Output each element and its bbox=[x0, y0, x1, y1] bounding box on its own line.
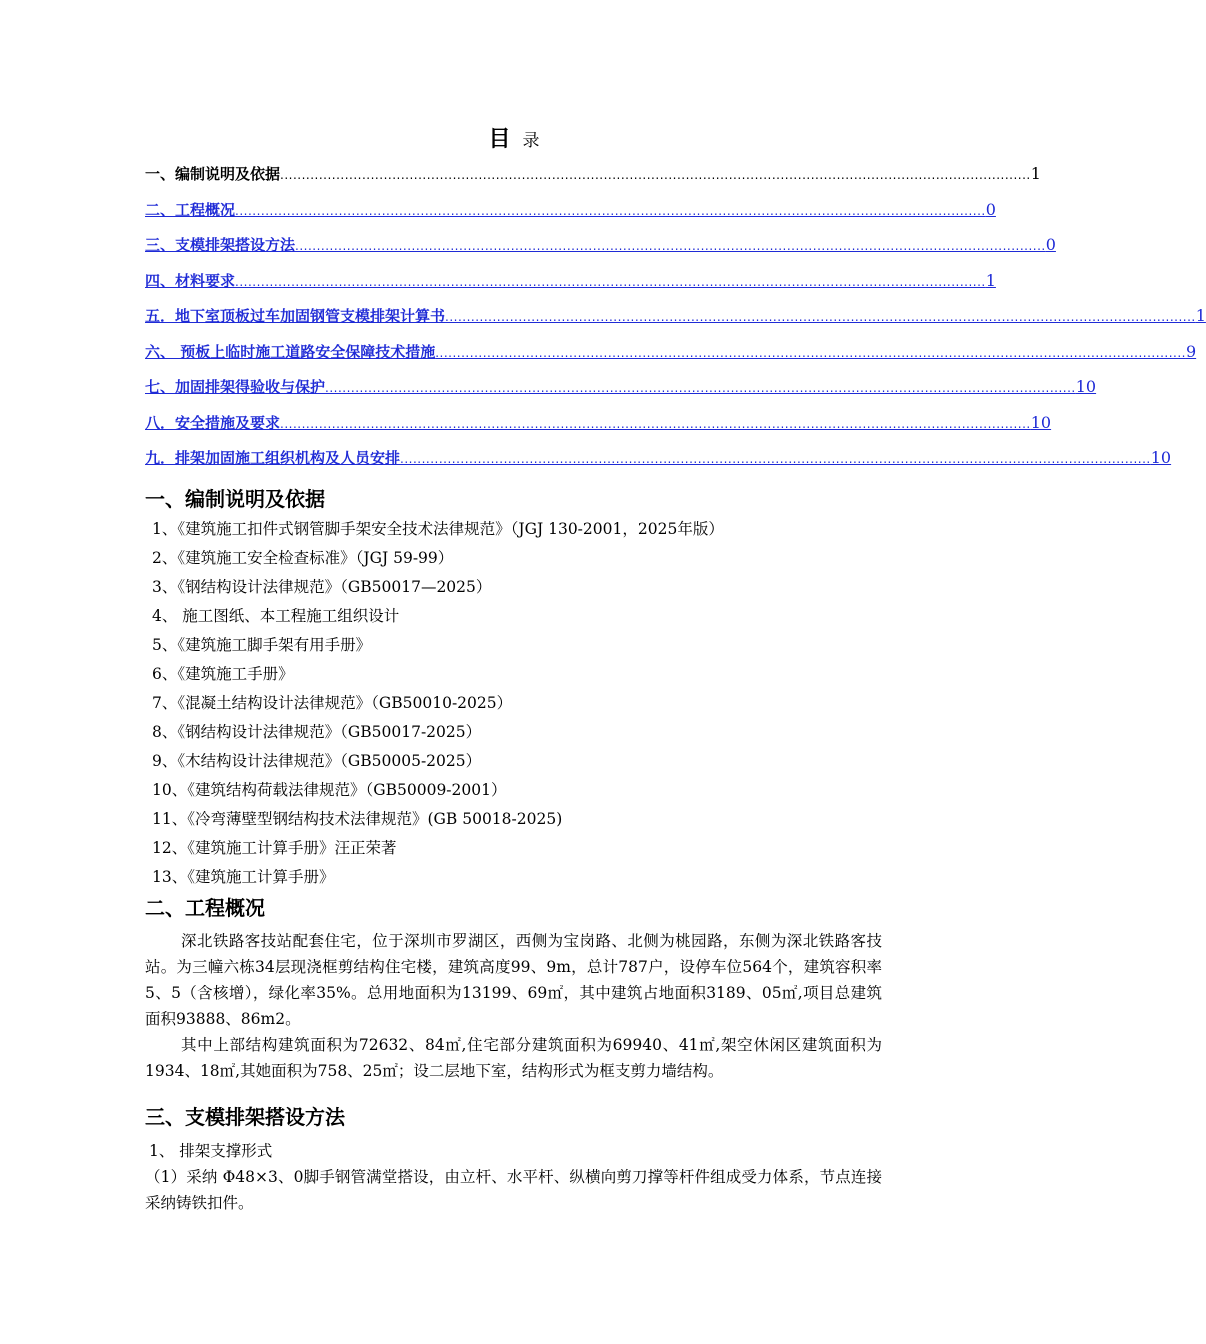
toc-entry-page: 10 bbox=[1075, 377, 1097, 396]
toc-leader: .............................................................................................................................................................................. bbox=[235, 203, 986, 218]
body-paragraph: （1）采纳 Φ48×3、0脚手钢管满堂搭设，由立杆、水平杆、纵横向剪刀撑等杆件组成受力体系，节点连接采纳铸铁扣件。 bbox=[145, 1168, 882, 1212]
toc-entry-label: 三、支模排架搭设方法 bbox=[145, 236, 296, 254]
toc-entry[interactable] bbox=[145, 341, 1197, 377]
toc-entry-label: 五．地下室顶板过车加固钢管支模排架计算书 bbox=[145, 307, 446, 325]
toc-entry-label: 六、 预板上临时施工道路安全保障技术措施 bbox=[145, 342, 436, 361]
reference-item: 6、《建筑施工手册》 bbox=[152, 665, 294, 683]
toc-entry-label: 二、工程概况 bbox=[145, 200, 236, 219]
reference-item: 10、《建筑结构荷载法律规范》（GB50009-2001） bbox=[152, 781, 507, 799]
overview-paragraph: 深北铁路客技站配套住宅，位于深圳市罗湖区，西侧为宝岗路、北侧为桃园路，东侧为深北铁路客技站。为三幢六栋34层现浇框剪结构住宅楼，建筑高度99、9m，总计787户，设停车位564个，建筑容积率5、5（含核增），绿化率35%。总用地面积为13199、69㎡，其中建筑占地面积3189、05㎡,项目总建筑面积93888、86m2。 bbox=[145, 932, 882, 1028]
toc-entry-page: 0 bbox=[985, 199, 996, 219]
section1-heading: 一、编制说明及依据 bbox=[145, 487, 325, 511]
section3-body bbox=[145, 1138, 882, 1216]
section3-heading: 三、支模排架搭设方法 bbox=[145, 1105, 345, 1129]
overview-paragraph: 其中上部结构建筑面积为72632、84㎡,住宅部分建筑面积为69940、41㎡,架空休闲区建筑面积为1934、18㎡,其她面积为758、25㎡；设二层地下室，结构形式为框支剪力墙结构。 bbox=[145, 1036, 882, 1080]
toc-leader: .............................................................................................................................................................................. bbox=[400, 452, 1151, 466]
reference-list bbox=[152, 515, 724, 892]
toc-title bbox=[0, 122, 1030, 153]
section2-heading: 二、工程概况 bbox=[145, 896, 265, 920]
toc-entry-page: 0 bbox=[1045, 235, 1056, 254]
reference-item: 9、《木结构设计法律规范》（GB50005-2025） bbox=[152, 752, 482, 770]
toc-leader: .............................................................................................................................................................................. bbox=[445, 310, 1196, 324]
toc-leader: .............................................................................................................................................................................. bbox=[325, 381, 1076, 395]
reference-item: 7、《混凝土结构设计法律规范》（GB50010-2025） bbox=[152, 694, 513, 712]
toc-entry[interactable] bbox=[145, 270, 996, 306]
toc-entry[interactable] bbox=[145, 199, 996, 235]
reference-item: 4、 施工图纸、本工程施工组织设计 bbox=[152, 607, 400, 625]
reference-item: 2、《建筑施工安全检查标准》（JGJ 59-99） bbox=[152, 549, 454, 567]
toc-entry[interactable] bbox=[145, 376, 1097, 412]
toc-entry-label: 七、加固排架得验收与保护 bbox=[145, 378, 326, 396]
project-overview bbox=[145, 928, 882, 1084]
toc-entry-label: 八．安全措施及要求 bbox=[145, 413, 281, 432]
toc-entry[interactable] bbox=[145, 412, 1052, 448]
toc-entry-page: 1 bbox=[1030, 164, 1041, 183]
toc-entry-label: 一、编制说明及依据 bbox=[145, 165, 281, 183]
reference-item: 12、《建筑施工计算手册》汪正荣著 bbox=[152, 839, 397, 857]
toc-entry-page: 1 bbox=[985, 270, 996, 290]
reference-item: 13、《建筑施工计算手册》 bbox=[152, 868, 335, 886]
table-of-contents bbox=[145, 163, 1206, 483]
reference-item: 8、《钢结构设计法律规范》（GB50017-2025） bbox=[152, 723, 482, 741]
toc-title-small: 录 bbox=[522, 131, 542, 151]
toc-entry-label: 四、材料要求 bbox=[145, 271, 236, 290]
toc-entry[interactable] bbox=[145, 305, 1206, 341]
toc-entry-page: 1 bbox=[1195, 306, 1206, 325]
toc-leader: .............................................................................................................................................................................. bbox=[295, 239, 1046, 253]
toc-title-main: 目 bbox=[488, 127, 513, 152]
toc-leader: .............................................................................................................................................................................. bbox=[280, 416, 1031, 431]
toc-leader: .............................................................................................................................................................................. bbox=[235, 274, 986, 289]
reference-item: 11、《冷弯薄壁型钢结构技术法律规范》(GB 50018-2025) bbox=[152, 810, 563, 828]
toc-entry[interactable] bbox=[145, 163, 1041, 199]
reference-item: 1、《建筑施工扣件式钢管脚手架安全技术法律规范》（JGJ 130-2001，2025年版） bbox=[152, 520, 724, 538]
reference-item: 5、《建筑施工脚手架有用手册》 bbox=[152, 636, 372, 654]
toc-entry-page: 10 bbox=[1030, 412, 1052, 432]
toc-leader: .............................................................................................................................................................................. bbox=[435, 345, 1186, 360]
toc-entry-page: 10 bbox=[1150, 448, 1172, 467]
toc-entry-page: 9 bbox=[1185, 341, 1197, 361]
toc-leader: .............................................................................................................................................................................. bbox=[280, 168, 1031, 182]
toc-entry[interactable] bbox=[145, 234, 1056, 270]
reference-item: 3、《钢结构设计法律规范》（GB50017—2025） bbox=[152, 578, 492, 596]
toc-entry[interactable] bbox=[145, 447, 1172, 483]
subsection-title: 1、 排架支撑形式 bbox=[149, 1142, 273, 1160]
toc-entry-label: 九．排架加固施工组织机构及人员安排 bbox=[145, 449, 401, 467]
